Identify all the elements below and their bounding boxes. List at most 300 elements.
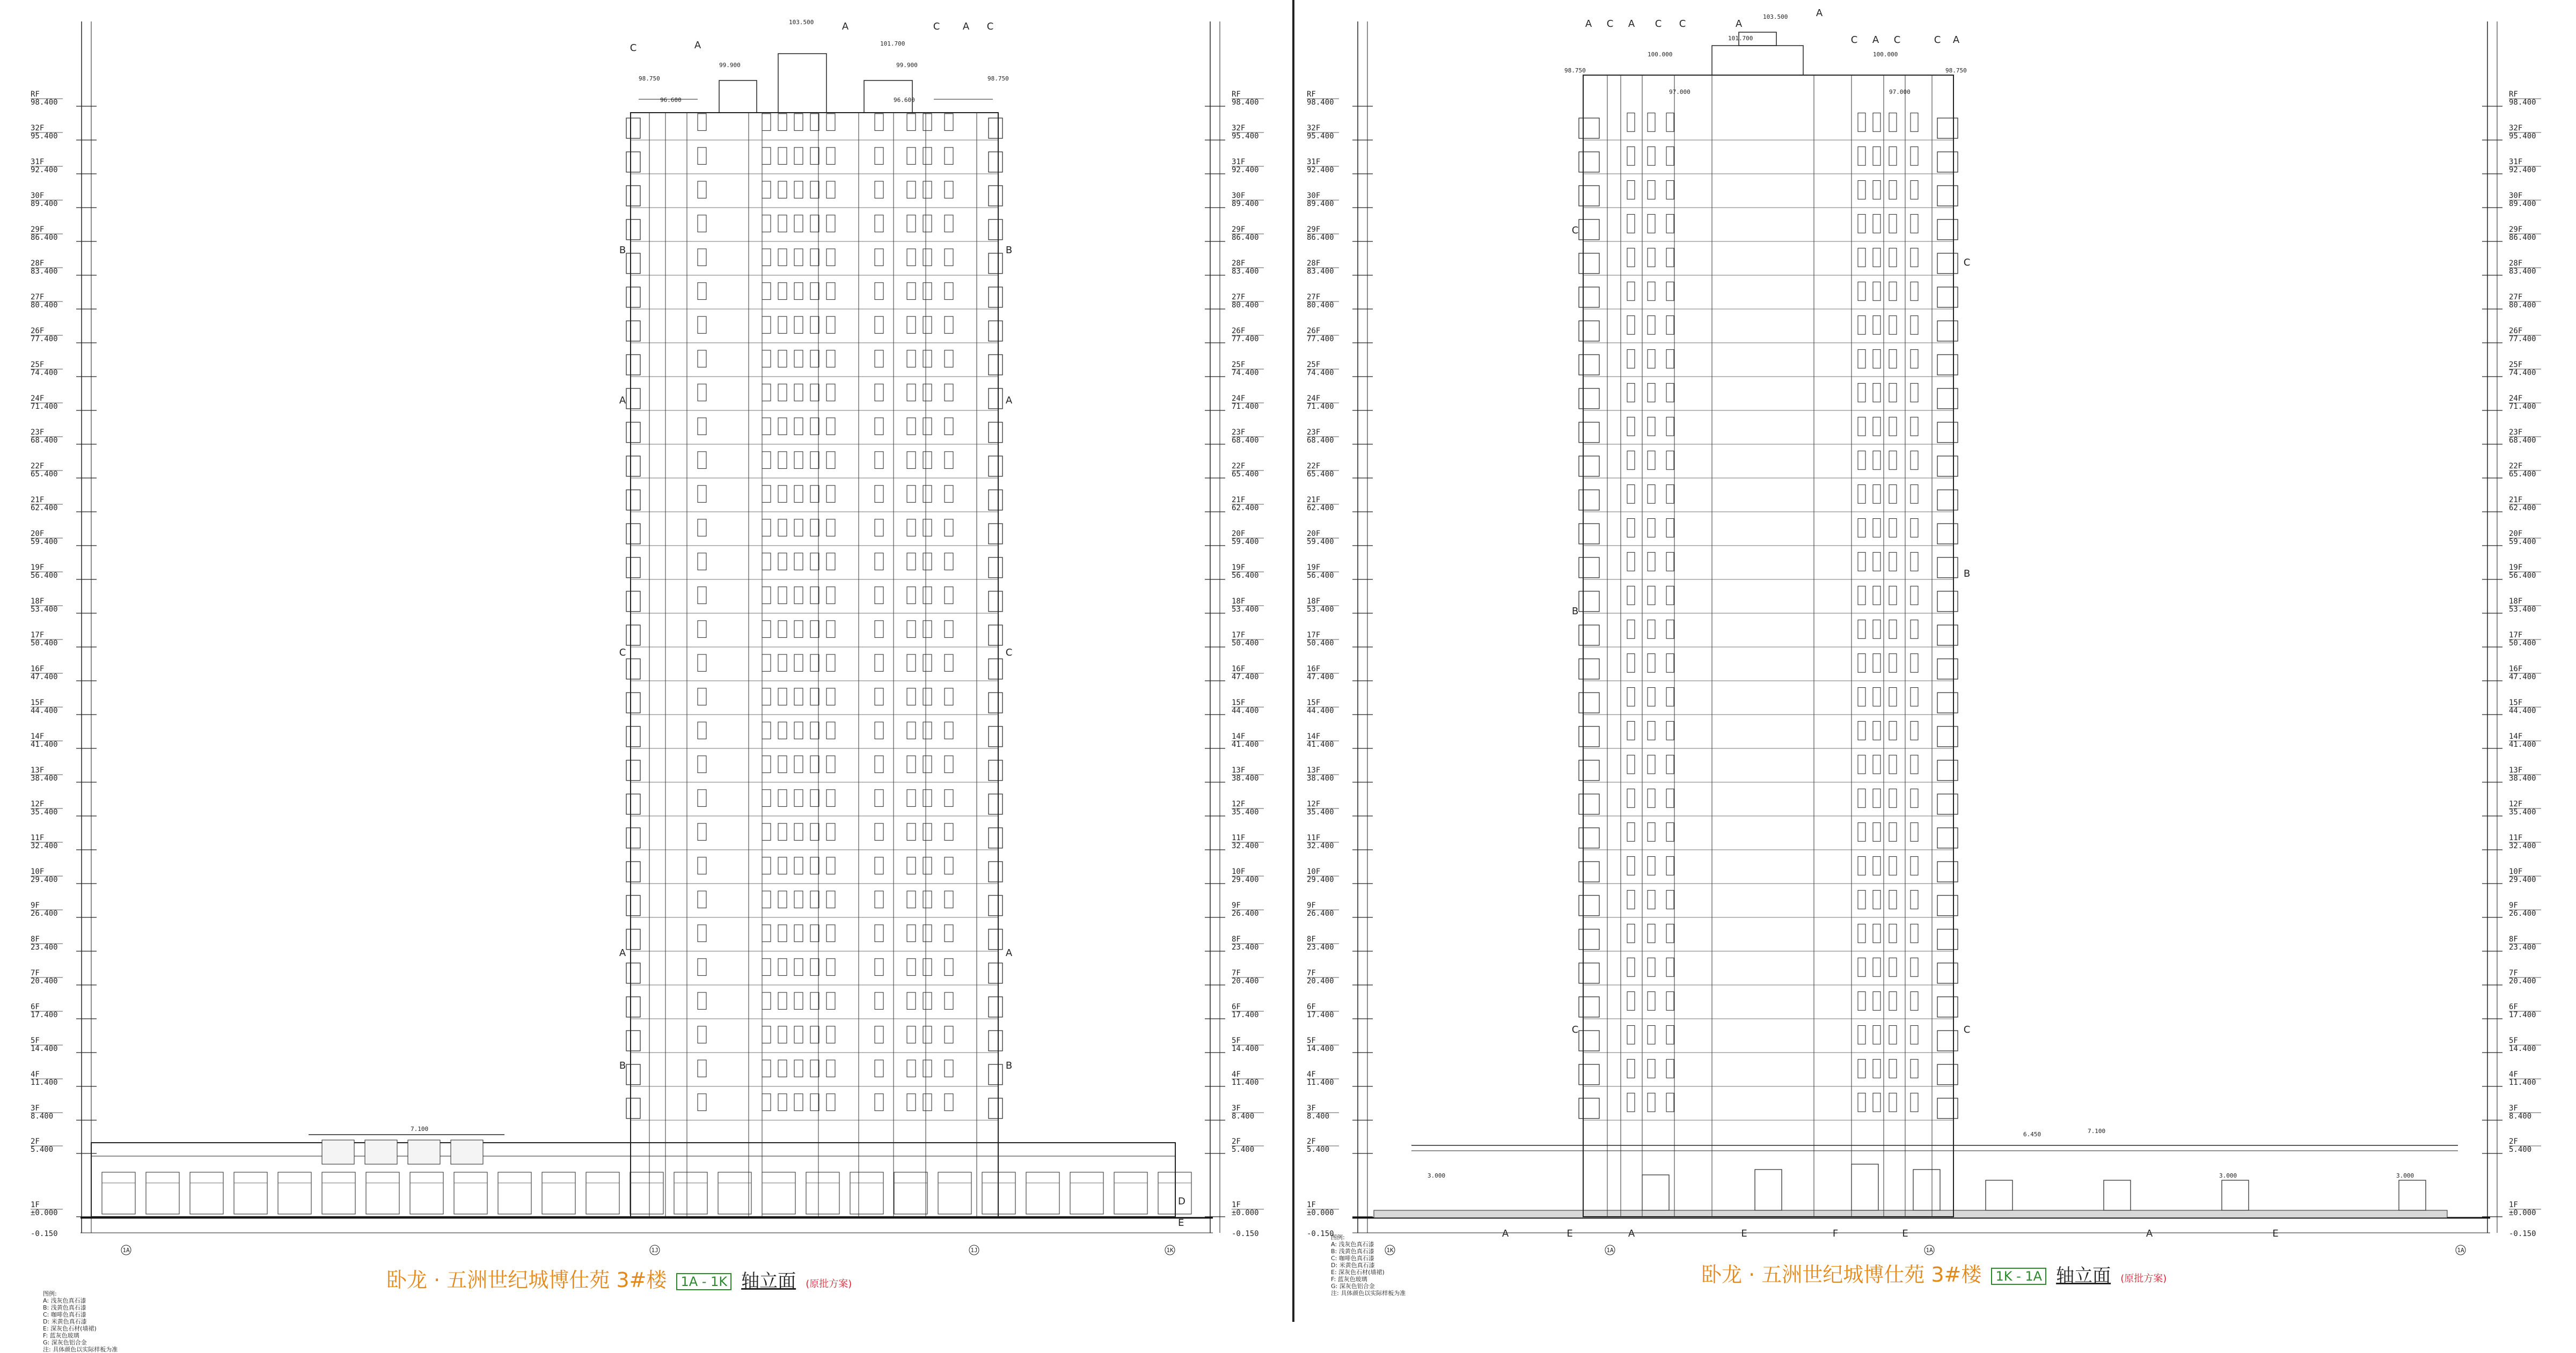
window	[1627, 823, 1635, 842]
balcony-rail	[989, 287, 1002, 307]
level-elevation-label: 47.400	[1307, 673, 1334, 681]
level-floor-label: 4F	[2509, 1070, 2518, 1079]
tower-outline	[1583, 75, 1953, 1217]
window	[945, 688, 953, 705]
balcony-rail	[626, 625, 640, 645]
podium-ornament	[451, 1140, 483, 1164]
note-line: C: 咖啡色真石漆	[1331, 1255, 1374, 1262]
level-elevation-label: 59.400	[2509, 538, 2536, 546]
level-floor-label: 17F	[31, 631, 45, 639]
balcony-rail	[1579, 1064, 1599, 1085]
window	[1627, 654, 1635, 673]
window	[1648, 1060, 1655, 1078]
level-elevation-label: 86.400	[2509, 233, 2536, 242]
window	[907, 587, 916, 604]
window	[1858, 316, 1865, 335]
window	[1889, 553, 1897, 571]
level-floor-label: 16F	[1307, 665, 1321, 673]
window	[794, 1026, 803, 1043]
window	[698, 519, 706, 536]
window	[794, 925, 803, 942]
window	[907, 1026, 916, 1043]
level-floor-label: 9F	[1232, 901, 1241, 910]
window	[1911, 857, 1918, 876]
balcony-rail	[626, 963, 640, 983]
window	[923, 621, 932, 638]
window	[1911, 891, 1918, 909]
window	[945, 1026, 953, 1043]
level-elevation-label: 5.400	[31, 1145, 54, 1154]
window	[810, 114, 819, 131]
window	[1911, 282, 1918, 301]
level-elevation-label: 56.400	[1232, 571, 1259, 580]
window	[826, 823, 835, 841]
level-elevation-label: 83.400	[2509, 267, 2536, 276]
window	[810, 181, 819, 198]
note-line: 注: 具体颜色以实际样板为准	[1331, 1290, 1406, 1297]
window	[1858, 1026, 1865, 1045]
window	[778, 688, 787, 705]
balcony-rail	[626, 422, 640, 443]
window	[1889, 384, 1897, 402]
balcony-rail	[1579, 388, 1599, 409]
balcony-rail	[626, 321, 640, 341]
level-elevation-label: 8.400	[1232, 1112, 1255, 1121]
material-tag: A	[1502, 1228, 1509, 1239]
window	[1858, 891, 1865, 909]
window	[1627, 958, 1635, 977]
balcony-rail	[989, 490, 1002, 510]
window	[1666, 282, 1674, 301]
level-floor-label: 1F	[1307, 1201, 1316, 1209]
level-floor-label: 2F	[31, 1137, 40, 1146]
level-elevation-label: 92.400	[1307, 166, 1334, 174]
window	[1889, 1093, 1897, 1112]
level-floor-label: 9F	[31, 901, 40, 910]
window	[1911, 620, 1918, 639]
balcony-rail	[989, 355, 1002, 375]
level-elevation-label: 44.400	[1232, 707, 1259, 715]
balcony-rail	[1579, 321, 1599, 341]
balcony-rail	[1937, 355, 1958, 375]
material-tag: B	[1571, 606, 1579, 617]
window	[875, 181, 883, 198]
window	[810, 1060, 819, 1077]
roof-elevation-mark: 96.600	[660, 97, 682, 104]
level-floor-label: 5F	[2509, 1036, 2518, 1045]
level-elevation-label: 47.400	[2509, 673, 2536, 681]
balcony-rail	[1937, 524, 1958, 544]
level-elevation-label: 95.400	[1307, 132, 1334, 141]
level-floor-label: 24F	[2509, 394, 2523, 403]
material-tag: C	[1963, 1024, 1971, 1035]
window	[1911, 519, 1918, 538]
window	[1858, 519, 1865, 538]
window	[907, 215, 916, 232]
window	[794, 114, 803, 131]
window	[1911, 181, 1918, 200]
balcony-rail	[626, 997, 640, 1017]
level-elevation-label: 41.400	[31, 740, 58, 749]
window	[945, 891, 953, 908]
balcony-rail	[1579, 219, 1599, 240]
site-elevation-mark: 6.450	[2023, 1131, 2041, 1138]
window	[1627, 891, 1635, 909]
balcony-rail	[626, 862, 640, 882]
entrance-door	[1986, 1180, 2012, 1210]
window	[875, 790, 883, 807]
balcony-rail	[1937, 828, 1958, 848]
window	[810, 823, 819, 841]
window	[1666, 722, 1674, 740]
balcony-rail	[626, 355, 640, 375]
balcony-rail	[1937, 557, 1958, 578]
level-floor-label: 6F	[1307, 1003, 1316, 1011]
level-floor-label: 31F	[1307, 158, 1321, 166]
window	[1858, 1093, 1865, 1112]
window	[826, 418, 835, 435]
level-elevation-label: 14.400	[2509, 1045, 2536, 1053]
window	[794, 283, 803, 300]
window	[1873, 350, 1880, 369]
window	[826, 857, 835, 874]
level-elevation-label: 41.400	[2509, 740, 2536, 749]
level-elevation-label: 41.400	[1307, 740, 1334, 749]
level-floor-label: 18F	[1307, 597, 1321, 606]
window	[1858, 586, 1865, 605]
window	[794, 688, 803, 705]
window	[1911, 384, 1918, 402]
window	[698, 114, 706, 131]
material-tag: B	[1005, 1060, 1013, 1071]
level-floor-label: 10F	[31, 867, 45, 876]
material-tag: C	[1850, 34, 1858, 46]
shop-front	[454, 1172, 487, 1214]
window	[875, 959, 883, 976]
window	[875, 249, 883, 266]
title-scheme-right: (原批方案)	[2120, 1273, 2167, 1284]
note-line: B: 浅黄色真石漆	[1331, 1248, 1374, 1255]
window	[698, 1094, 706, 1111]
window	[1666, 1060, 1674, 1078]
level-floor-label: 26F	[2509, 327, 2523, 335]
window	[1889, 485, 1897, 504]
window	[1858, 147, 1865, 166]
level-elevation-label: 47.400	[1232, 673, 1259, 681]
window	[1858, 384, 1865, 402]
level-elevation-label: 32.400	[1307, 842, 1334, 850]
level-below-grade-label: -0.150	[31, 1230, 58, 1238]
level-floor-label: 27F	[31, 293, 45, 302]
window	[1648, 215, 1655, 233]
window	[826, 925, 835, 942]
level-floor-label: 30F	[1232, 192, 1246, 200]
window	[945, 114, 953, 131]
balcony-rail	[989, 557, 1002, 578]
material-tag: F	[1832, 1228, 1839, 1239]
window	[1873, 958, 1880, 977]
window	[794, 249, 803, 266]
window	[875, 823, 883, 841]
window	[794, 215, 803, 232]
material-tag: A	[1872, 34, 1879, 46]
window	[1911, 586, 1918, 605]
level-elevation-label: 59.400	[1232, 538, 1259, 546]
balcony-rail	[1937, 929, 1958, 950]
window	[778, 1060, 787, 1077]
window	[1666, 654, 1674, 673]
window	[1858, 553, 1865, 571]
window	[1911, 553, 1918, 571]
window	[1648, 350, 1655, 369]
window	[778, 215, 787, 232]
window	[1648, 755, 1655, 774]
level-floor-label: 1F	[1232, 1201, 1241, 1209]
level-elevation-label: 5.400	[2509, 1145, 2532, 1154]
window	[1666, 248, 1674, 267]
material-tag: E	[1178, 1217, 1184, 1229]
balcony-rail	[1579, 828, 1599, 848]
window	[1858, 789, 1865, 808]
window	[1889, 755, 1897, 774]
window	[698, 384, 706, 401]
note-line: 图例:	[1331, 1234, 1345, 1241]
window	[1911, 451, 1918, 470]
window	[1873, 113, 1880, 132]
window	[923, 418, 932, 435]
window	[698, 688, 706, 705]
level-elevation-label: 53.400	[1232, 605, 1259, 614]
window	[1627, 857, 1635, 876]
level-floor-label: 28F	[2509, 259, 2523, 268]
level-floor-label: 22F	[31, 462, 45, 470]
entrance-door	[1851, 1164, 1878, 1210]
window	[1873, 924, 1880, 943]
window	[907, 350, 916, 367]
level-elevation-label: 86.400	[1232, 233, 1259, 242]
title-axis-left: 1A - 1K	[676, 1273, 731, 1290]
window	[1648, 282, 1655, 301]
level-elevation-label: 80.400	[1232, 301, 1259, 310]
level-floor-label: 14F	[2509, 732, 2523, 741]
level-elevation-label: 50.400	[1307, 639, 1334, 648]
level-elevation-label: 71.400	[31, 402, 58, 411]
level-floor-label: 29F	[1307, 225, 1321, 234]
level-floor-label: 11F	[2509, 834, 2523, 842]
shop-front	[894, 1172, 927, 1214]
balcony-rail	[1937, 1031, 1958, 1051]
level-elevation-label: 92.400	[2509, 166, 2536, 174]
window	[826, 215, 835, 232]
material-tag: B	[619, 1060, 626, 1071]
level-floor-label: 32F	[1232, 124, 1246, 133]
level-floor-label: 21F	[2509, 496, 2523, 504]
level-elevation-label: 95.400	[1232, 132, 1259, 141]
window	[810, 317, 819, 334]
balcony-rail	[626, 659, 640, 679]
window	[826, 790, 835, 807]
level-elevation-label: 59.400	[1307, 538, 1334, 546]
window	[945, 215, 953, 232]
balcony-rail	[1579, 524, 1599, 544]
window	[875, 688, 883, 705]
level-floor-label: 5F	[31, 1036, 40, 1045]
balcony-rail	[1937, 456, 1958, 476]
window	[1858, 248, 1865, 267]
window	[1648, 417, 1655, 436]
level-floor-label: 5F	[1307, 1036, 1316, 1045]
balcony-rail	[1937, 253, 1958, 274]
window	[1627, 1026, 1635, 1045]
balcony-rail	[1937, 997, 1958, 1017]
level-elevation-label: 50.400	[2509, 639, 2536, 648]
window	[875, 925, 883, 942]
balcony-rail	[626, 1031, 640, 1051]
window	[1648, 384, 1655, 402]
window	[810, 790, 819, 807]
window	[762, 350, 771, 367]
window	[907, 891, 916, 908]
level-floor-label: 27F	[1307, 293, 1321, 302]
window	[762, 891, 771, 908]
level-floor-label: 12F	[1307, 800, 1321, 808]
window	[907, 688, 916, 705]
window	[1627, 181, 1635, 200]
window	[1648, 181, 1655, 200]
window	[810, 215, 819, 232]
window	[826, 114, 835, 131]
window	[778, 317, 787, 334]
level-elevation-label: 77.400	[1307, 335, 1334, 343]
window	[762, 756, 771, 773]
window	[945, 959, 953, 976]
level-floor-label: 19F	[1307, 563, 1321, 572]
window	[923, 891, 932, 908]
window	[762, 992, 771, 1010]
balcony-rail	[626, 524, 640, 544]
window	[1858, 992, 1865, 1011]
level-elevation-label: 44.400	[31, 707, 58, 715]
level-elevation-label: 62.400	[1232, 504, 1259, 512]
balcony-rail	[989, 152, 1002, 172]
level-floor-label: 20F	[1307, 530, 1321, 538]
balcony-rail	[626, 929, 640, 950]
note-line: B: 浅黄色真石漆	[43, 1304, 86, 1311]
roof-elevation-mark: 100.000	[1648, 51, 1673, 58]
window	[1666, 1026, 1674, 1045]
level-elevation-label: 35.400	[2509, 808, 2536, 817]
window	[907, 418, 916, 435]
axis-label: 1J	[651, 1247, 658, 1254]
balcony-rail	[1579, 456, 1599, 476]
window	[1911, 1026, 1918, 1045]
level-elevation-label: 11.400	[2509, 1078, 2536, 1087]
level-elevation-label: 89.400	[2509, 200, 2536, 208]
roof-elevation-mark: 99.900	[719, 62, 741, 69]
level-floor-label: 27F	[2509, 293, 2523, 302]
level-elevation-label: 95.400	[2509, 132, 2536, 141]
drawing-title-right	[1701, 1258, 2167, 1288]
window	[810, 756, 819, 773]
balcony-rail	[626, 895, 640, 916]
window	[1858, 485, 1865, 504]
level-elevation-label: 80.400	[31, 301, 58, 310]
window	[1858, 958, 1865, 977]
shop-front	[410, 1172, 443, 1214]
window	[1648, 1026, 1655, 1045]
window	[794, 959, 803, 976]
level-floor-label: 3F	[2509, 1104, 2518, 1113]
window	[810, 857, 819, 874]
elevation-sheet-left	[0, 0, 1287, 1353]
balcony-rail	[626, 693, 640, 713]
window	[1873, 485, 1880, 504]
window	[875, 1094, 883, 1111]
level-floor-label: 4F	[31, 1070, 40, 1079]
window	[1627, 215, 1635, 233]
window	[1858, 620, 1865, 639]
entrance-door	[2104, 1180, 2131, 1210]
level-elevation-label: 26.400	[1232, 909, 1259, 918]
window	[1889, 1060, 1897, 1078]
shop-front	[674, 1172, 707, 1214]
window	[762, 857, 771, 874]
window	[1627, 248, 1635, 267]
level-floor-label: 2F	[1307, 1137, 1316, 1146]
window	[778, 722, 787, 739]
level-floor-label: 6F	[1232, 1003, 1241, 1011]
material-tag: A	[1005, 395, 1013, 406]
window	[826, 756, 835, 773]
level-floor-label: 21F	[31, 496, 45, 504]
level-elevation-label: ±0.000	[2509, 1209, 2536, 1217]
window	[1648, 248, 1655, 267]
window	[923, 384, 932, 401]
level-floor-label: 14F	[1307, 732, 1321, 741]
shop-front	[630, 1172, 663, 1214]
level-floor-label: 29F	[1232, 225, 1246, 234]
window	[1911, 755, 1918, 774]
window	[1648, 316, 1655, 335]
balcony-rail	[989, 186, 1002, 206]
window	[1648, 789, 1655, 808]
window	[1648, 958, 1655, 977]
window	[945, 148, 953, 165]
level-elevation-label: 5.400	[1307, 1145, 1330, 1154]
window	[945, 857, 953, 874]
window	[923, 992, 932, 1010]
material-notes-right	[1331, 1234, 1406, 1297]
podium-elevation-mark: 7.100	[411, 1126, 429, 1133]
window	[945, 992, 953, 1010]
window	[810, 655, 819, 672]
material-tag: A	[962, 21, 970, 32]
roof-elevation-mark: 97.000	[1889, 89, 1911, 95]
shop-front	[322, 1172, 355, 1214]
material-tag: C	[630, 42, 637, 54]
material-tag: A	[694, 40, 701, 51]
level-elevation-label: 65.400	[31, 470, 58, 479]
shop-front	[1070, 1172, 1103, 1214]
window	[1873, 1093, 1880, 1112]
window	[1627, 992, 1635, 1011]
level-floor-label: 24F	[1232, 394, 1246, 403]
window	[907, 249, 916, 266]
window	[1858, 722, 1865, 740]
window	[945, 486, 953, 503]
balcony-rail	[1579, 490, 1599, 510]
window	[1648, 992, 1655, 1011]
